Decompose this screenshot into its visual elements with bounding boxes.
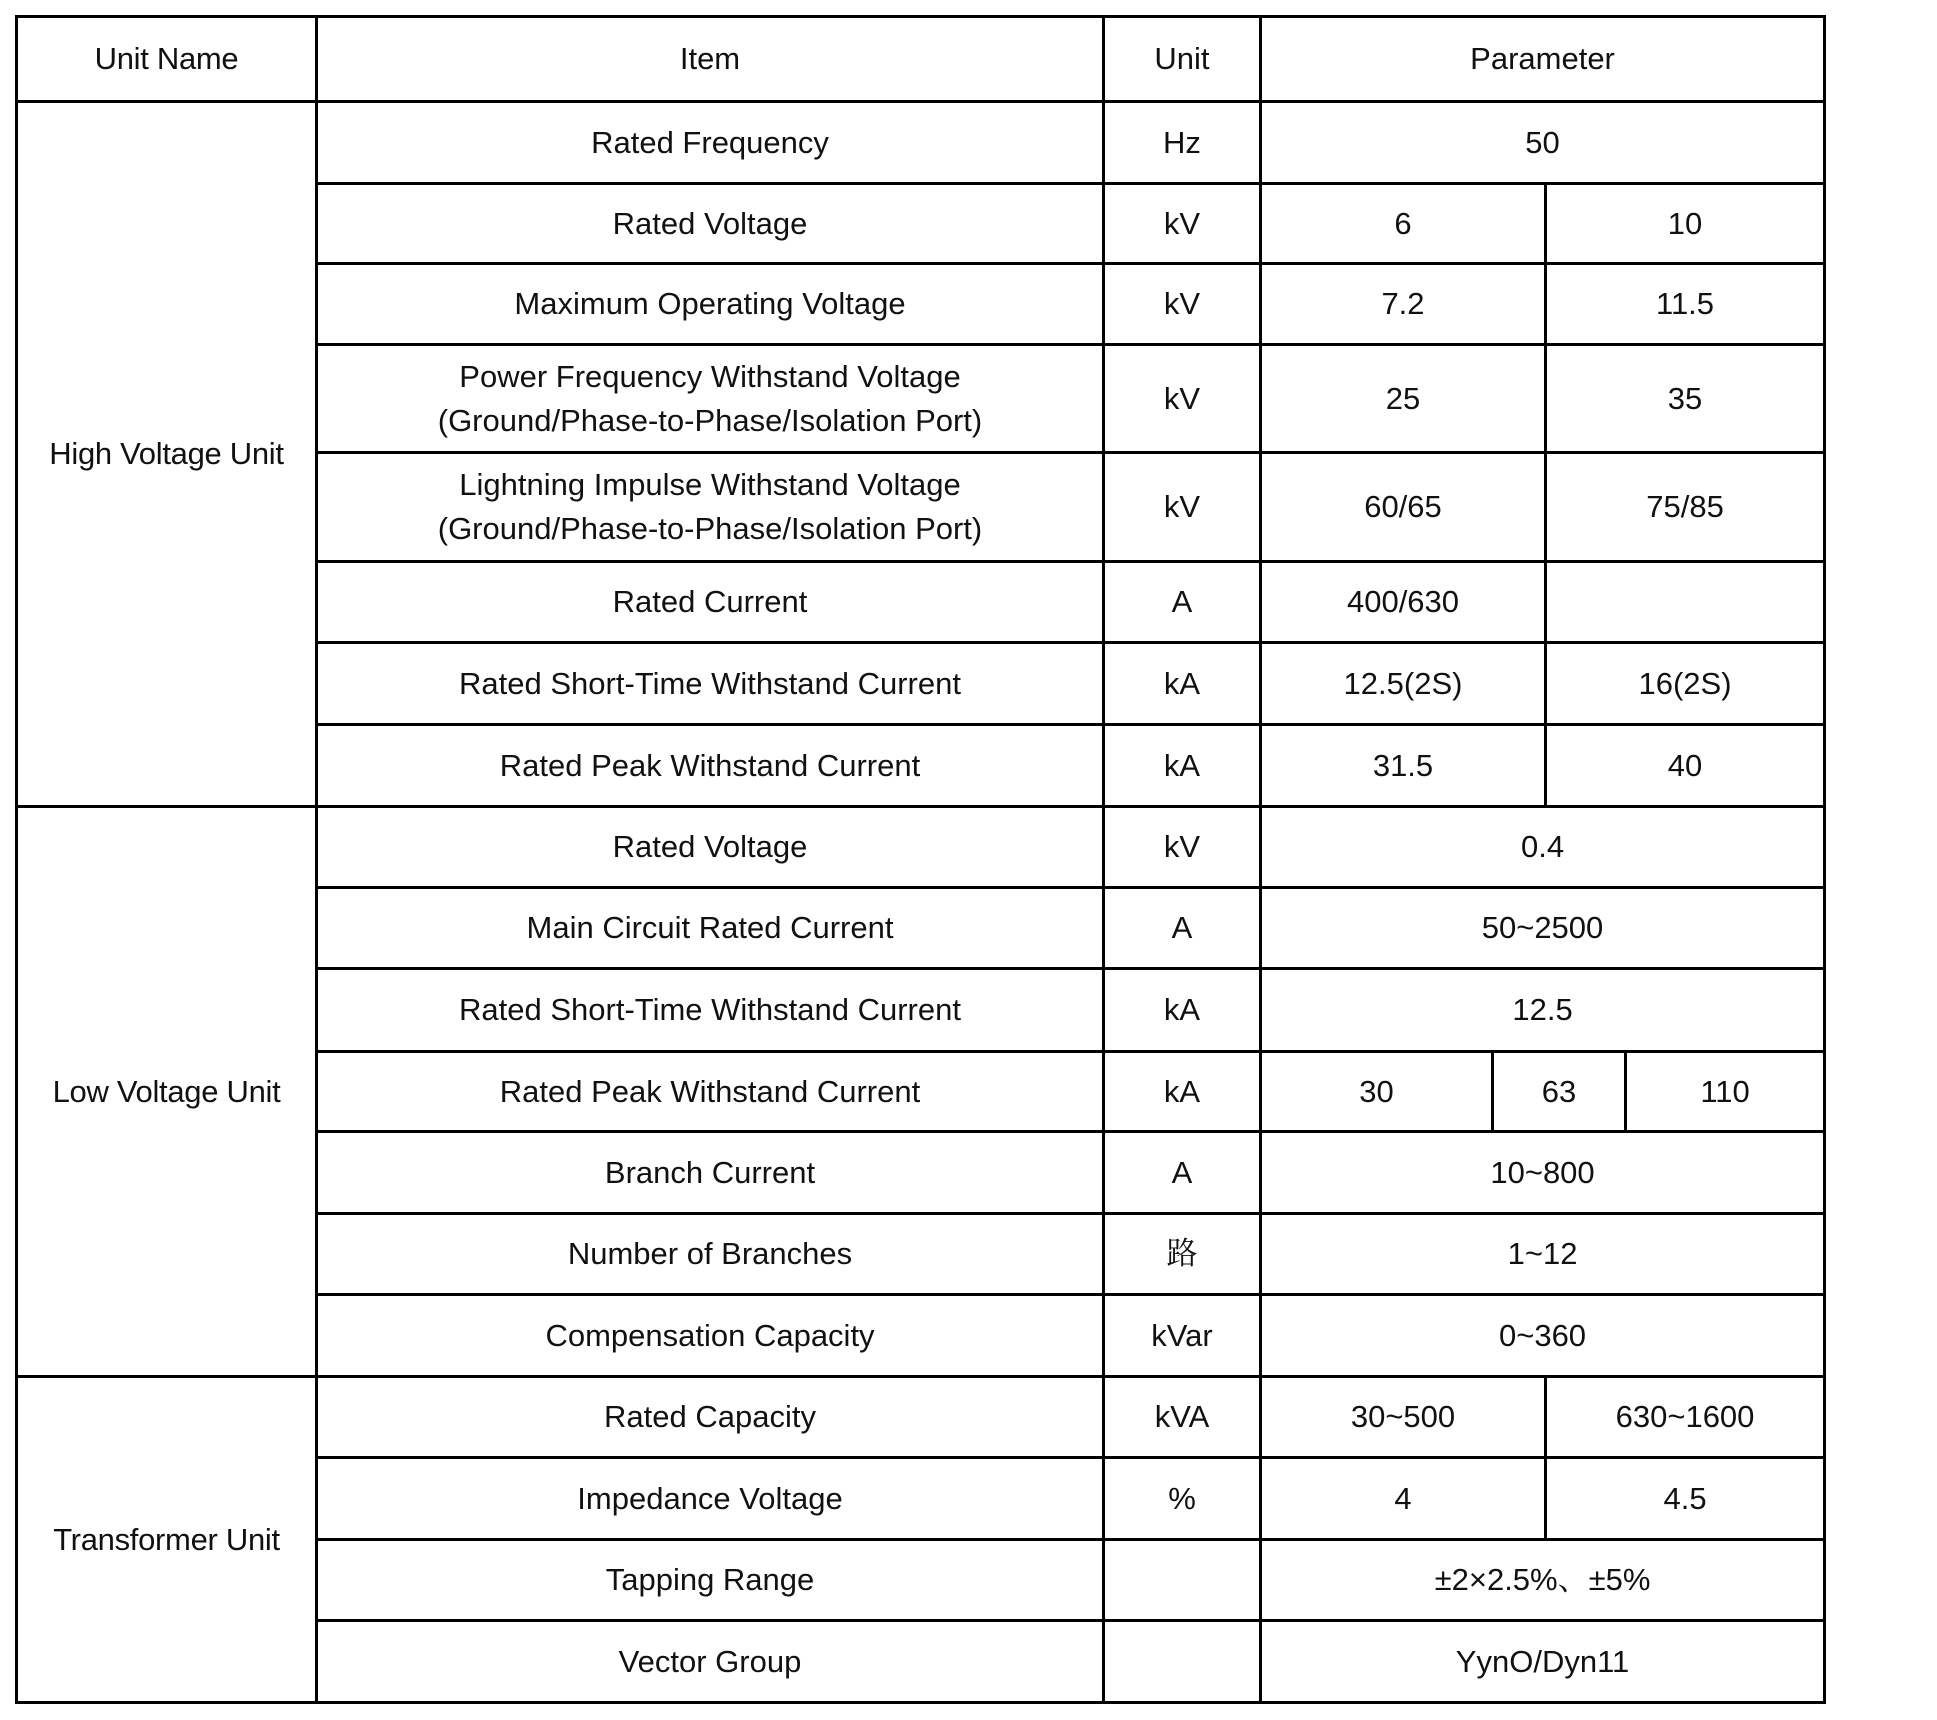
item-cell: Branch Current [317,1132,1104,1214]
header-unit: Unit [1104,17,1261,102]
section-high-voltage-unit: High Voltage Unit [17,102,317,807]
item-cell: Rated Peak Withstand Current [317,725,1104,807]
unit-cell: kV [1104,807,1261,888]
item-line: Lightning Impulse Withstand Voltage [459,467,961,502]
item-cell: Tapping Range [317,1540,1104,1621]
unit-cell [1104,1621,1261,1703]
unit-cell: % [1104,1458,1261,1540]
parameter-cell: 400/630 [1261,562,1546,643]
item-cell: Rated Peak Withstand Current [317,1052,1104,1132]
unit-cell: A [1104,888,1261,969]
item-cell: Number of Branches [317,1214,1104,1295]
unit-cell: kA [1104,969,1261,1052]
unit-cell: kVA [1104,1377,1261,1458]
section-low-voltage-unit: Low Voltage Unit [17,807,317,1377]
header-row [17,17,1825,102]
header-item: Item [317,17,1104,102]
unit-cell [1104,1540,1261,1621]
item-cell: Rated Voltage [317,184,1104,264]
parameter-cell: 630~1600 [1546,1377,1825,1458]
parameter-cell: 6 [1261,184,1546,264]
unit-cell: kV [1104,184,1261,264]
unit-cell: kV [1104,453,1261,562]
item-cell: Main Circuit Rated Current [317,888,1104,969]
item-cell: Rated Short-Time Withstand Current [317,969,1104,1052]
parameter-cell: 110 [1626,1052,1825,1132]
parameter-cell: 4 [1261,1458,1546,1540]
parameter-cell: 16(2S) [1546,643,1825,725]
unit-cell: kA [1104,725,1261,807]
section-transformer-unit: Transformer Unit [17,1377,317,1703]
header-parameter: Parameter [1261,17,1825,102]
table-row [17,1377,1825,1458]
parameter-cell: 31.5 [1261,725,1546,807]
unit-cell: A [1104,562,1261,643]
parameter-cell: 11.5 [1546,264,1825,345]
unit-cell: kA [1104,1052,1261,1132]
parameter-cell-empty [1546,562,1825,643]
item-cell: Rated Short-Time Withstand Current [317,643,1104,725]
parameter-cell: 1~12 [1261,1214,1825,1295]
parameter-cell: 50 [1261,102,1825,184]
unit-cell: kVar [1104,1295,1261,1377]
item-cell: Maximum Operating Voltage [317,264,1104,345]
parameter-cell: 12.5 [1261,969,1825,1052]
parameter-cell: 0~360 [1261,1295,1825,1377]
unit-cell: Hz [1104,102,1261,184]
table-row [17,102,1825,184]
item-cell: Rated Current [317,562,1104,643]
item-cell: Rated Voltage [317,807,1104,888]
unit-cell: kV [1104,264,1261,345]
parameter-cell: 75/85 [1546,453,1825,562]
parameter-cell: 10~800 [1261,1132,1825,1214]
parameter-cell: 7.2 [1261,264,1546,345]
parameter-cell: 35 [1546,345,1825,453]
table-row [17,807,1825,888]
item-line: (Ground/Phase-to-Phase/Isolation Port) [437,402,983,438]
parameter-cell: 63 [1493,1052,1626,1132]
parameter-cell: 60/65 [1261,453,1546,562]
item-cell: Rated Capacity [317,1377,1104,1458]
parameter-cell: 0.4 [1261,807,1825,888]
item-cell: Vector Group [317,1621,1104,1703]
parameter-cell: 12.5(2S) [1261,643,1546,725]
item-line: Power Frequency Withstand Voltage [459,358,961,394]
parameter-cell: YynO/Dyn11 [1261,1621,1825,1703]
header-unit-name: Unit Name [17,17,317,102]
item-cell: Impedance Voltage [317,1458,1104,1540]
parameter-cell: 30~500 [1261,1377,1546,1458]
parameter-cell: 25 [1261,345,1546,453]
unit-cell: 路 [1104,1214,1261,1295]
item-cell [317,453,1104,562]
item-cell: Compensation Capacity [317,1295,1104,1377]
unit-cell: A [1104,1132,1261,1214]
parameter-cell: 40 [1546,725,1825,807]
parameter-cell: ±2×2.5%、±5% [1261,1540,1825,1621]
parameter-cell: 10 [1546,184,1825,264]
unit-cell: kV [1104,345,1261,453]
item-cell [317,345,1104,453]
parameter-cell: 50~2500 [1261,888,1825,969]
unit-cell: kA [1104,643,1261,725]
item-cell: Rated Frequency [317,102,1104,184]
parameter-cell: 30 [1261,1052,1493,1132]
item-line: (Ground/Phase-to-Phase/Isolation Port) [437,511,983,546]
specification-table [15,15,1826,1704]
parameter-cell: 4.5 [1546,1458,1825,1540]
